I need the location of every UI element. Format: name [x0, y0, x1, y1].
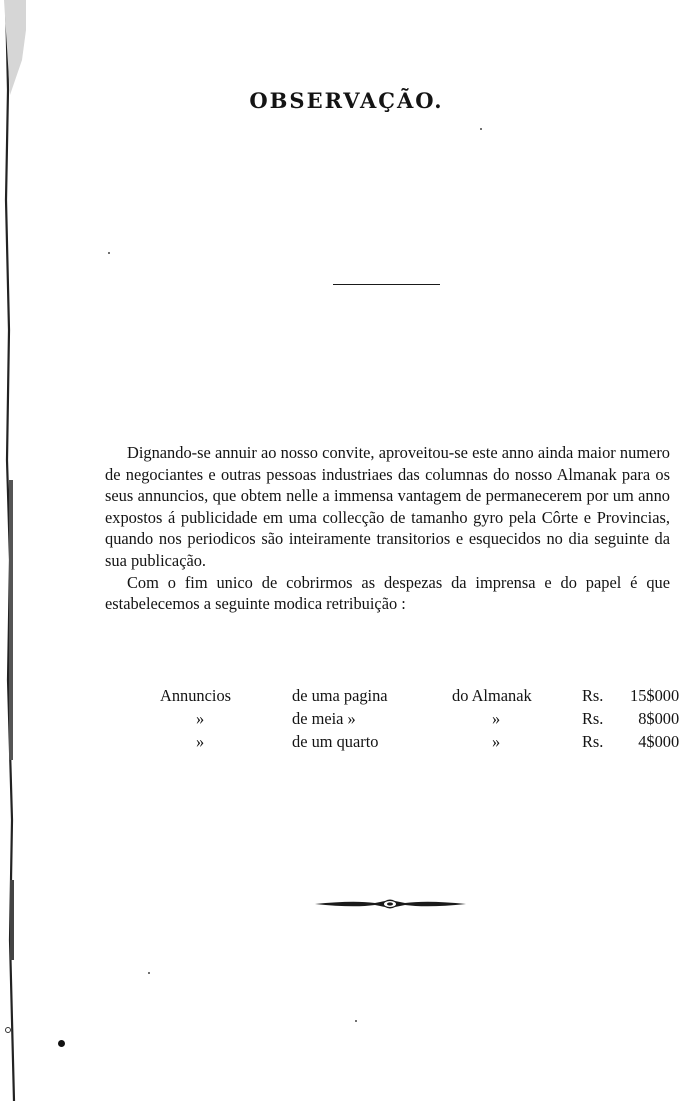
- rate-size: de um quarto: [292, 732, 379, 751]
- scan-speck: [480, 128, 482, 130]
- rate-row: [160, 709, 679, 732]
- rate-size: de uma pagina: [292, 686, 388, 705]
- scan-speck: [148, 972, 150, 974]
- scan-speck: [58, 1040, 65, 1047]
- rates-table: [160, 686, 679, 755]
- rate-item: »: [196, 709, 205, 728]
- rate-row: [160, 686, 679, 709]
- rate-size: de meia »: [292, 709, 356, 728]
- scan-speck: [108, 252, 110, 254]
- rate-row: [160, 732, 679, 755]
- rate-ditto: do Almanak: [452, 686, 532, 705]
- paragraph-retribution: Com o fim unico de cobrirmos as despezas da imprensa e do papel é que estabelecemos a seguinte modica retribuição :: [105, 572, 670, 614]
- body-text: [105, 442, 670, 615]
- rate-price: 8$000: [638, 709, 680, 728]
- rate-currency: Rs.: [582, 686, 604, 705]
- ornamental-divider: [313, 896, 468, 912]
- page-title: OBSERVAÇÃO.: [249, 88, 444, 113]
- title-divider-rule: [333, 284, 440, 285]
- rate-ditto: »: [492, 709, 501, 728]
- rate-item: »: [196, 732, 205, 751]
- rate-currency: Rs.: [582, 709, 604, 728]
- rate-ditto: »: [492, 732, 501, 751]
- rate-item: Annuncios: [160, 686, 232, 705]
- rate-price: 15$000: [630, 686, 680, 705]
- scan-speck: [355, 1020, 357, 1022]
- paragraph-invitation: Dignando-se annuir ao nosso convite, aproveitou-se este anno ainda maior numero de negociantes e outras pessoas industriaes das columnas do nosso Almanak para os seus annuncios, que obtem nelle a immensa vantagem de permanecerem por um anno expostos á publicidade em uma collecção de tamanho gyro pela Côrte e Provincias, quando nos periodicos são inteiramente transitorios e esquecidos no dia seguinte da sua publicação.: [105, 443, 670, 570]
- rate-currency: Rs.: [582, 732, 604, 751]
- rate-price: 4$000: [638, 732, 680, 751]
- page-binding-edge: [0, 0, 26, 1101]
